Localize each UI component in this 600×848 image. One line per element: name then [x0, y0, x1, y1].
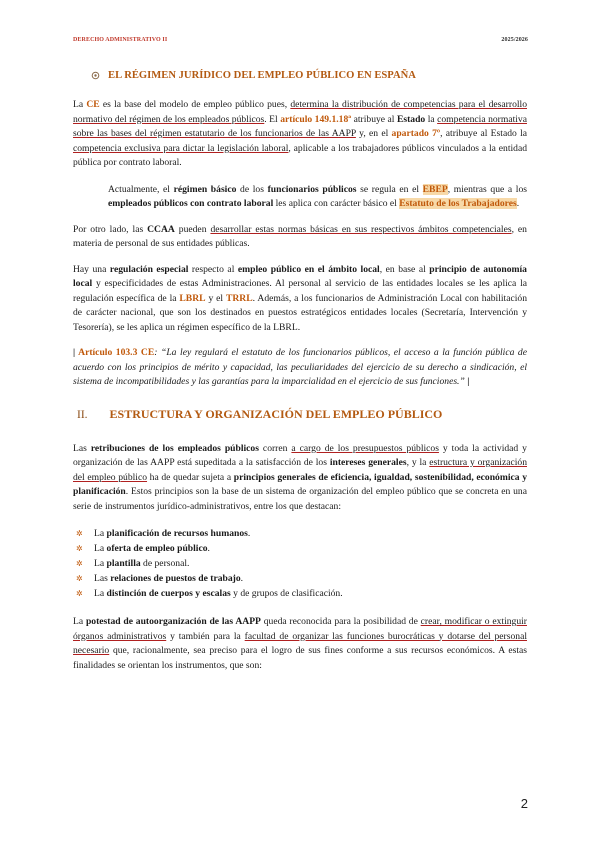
header-course-title: DERECHO ADMINISTRATIVO II — [73, 37, 168, 43]
header-academic-year: 2025/2026 — [501, 37, 528, 43]
star-bullet-icon: ✲ — [76, 574, 83, 583]
list-item: ✲ La plantilla de personal. — [76, 558, 190, 569]
quote-article-103: | Artículo 103.3 CE: “La ley regulará el estatuto de los funcionarios públicos, el acceso a la función pública de acuerdo con los principios de mérito y capacidad, las peculiaridades del ejercicio de su derecho a sindicación, el sistema de incompatibilidades y las garantías para la imparcialidad en el ejercicio de sus funciones.” | — [73, 347, 527, 387]
section-1-title: EL RÉGIMEN JURÍDICO DEL EMPLEO PÚBLICO EN ESPAÑA — [108, 69, 416, 81]
star-bullet-icon: ✲ — [76, 589, 83, 598]
star-bullet-icon: ✲ — [76, 559, 83, 568]
paragraph-self-organization: La potestad de autoorganización de las AAPP queda reconocida para la posibilidad de crear, modificar o extinguir órganos administrativos y también para la facultad de organizar las funciones burocráticas y dotarse del personal necesario que, racionalmente, sea preciso para el logro de sus fines conforme a sus recursos económicos. A estas finalidades se orientan los instrumentos, que son: — [73, 616, 527, 671]
paragraph-ce-basis: La CE es la base del modelo de empleo público pues, determina la distribución de competencias para el desarrollo normativo del régimen de los empleados públicos. El artículo 149.1.18ª atribuye al Estado la competencia normativa sobre las bases del régimen estatutario de los funcionarios de las AAPP y, en el apartado 7º, atribuye al Estado la competencia exclusiva para dictar la legislación laboral, aplicable a los trabajadores públicos vinculados a la entidad pública por contrato laboral. — [73, 99, 528, 168]
section-2-heading — [73, 407, 527, 422]
list-item: ✲ La planificación de recursos humanos. — [76, 528, 251, 539]
list-item: ✲ La distinción de cuerpos y escalas y de grupos de clasificación. — [76, 588, 343, 599]
page-content — [73, 66, 527, 673]
paragraph-ccaa: Por otro lado, las CCAA pueden desarrollar estas normas básicas en sus respectivos ámbitos competenciales, en materia de personal de sus entidades públicas. — [73, 223, 527, 249]
paragraph-current-regulation: Actualmente, el régimen básico de los funcionarios públicos se regula en el EBEP, mientras que a los empleados públicos con contrato laboral les aplica con carácter básico el Estatuto de los Trabajadores. — [108, 183, 527, 209]
list-item: ✲ Las relaciones de puestos de trabajo. — [76, 573, 244, 584]
star-bullet-icon: ✲ — [76, 529, 83, 538]
section-1-heading — [73, 66, 527, 84]
paragraph-local-employment: Hay una regulación especial respecto al empleo público en el ámbito local, en base al principio de autonomía local y especificidades de estas Administraciones. Al personal al servicio de las entidades locales se les aplica la regulación específica de la LBRL y el TRRL. Además, a los funcionarios de Administración Local con habilitación de carácter nacional, que son los destinados en puestos estratégicos entidades locales (Secretaría, Intervención y Tesorería), se les aplica un régimen específico de la LBRL. — [73, 263, 527, 333]
ring-bullet-icon — [91, 71, 100, 80]
paragraph-remuneration: Las retribuciones de los empleados públicos corren a cargo de los presupuestos públicos y toda la actividad y organización de las AAPP está supeditada a la satisfacción de los intereses generales, y la estructura y organización del empleo público ha de quedar sujeta a principios generales de eficiencia, igualdad, sostenibilidad, económica y planificación. Estos principios son la base de un sistema de organización del empleo público que se concreta en una serie de instrumentos jurídico-administrativos, entre los que destacan: — [73, 442, 527, 512]
list-item: ✲ La oferta de empleo público. — [76, 543, 210, 554]
star-bullet-icon: ✲ — [76, 544, 83, 553]
section-2-title: ESTRUCTURA Y ORGANIZACIÓN DEL EMPLEO PÚBLICO — [109, 406, 443, 421]
page-number: 2 — [520, 796, 528, 811]
section-2-number: II. — [77, 408, 88, 421]
instruments-list — [73, 526, 527, 601]
